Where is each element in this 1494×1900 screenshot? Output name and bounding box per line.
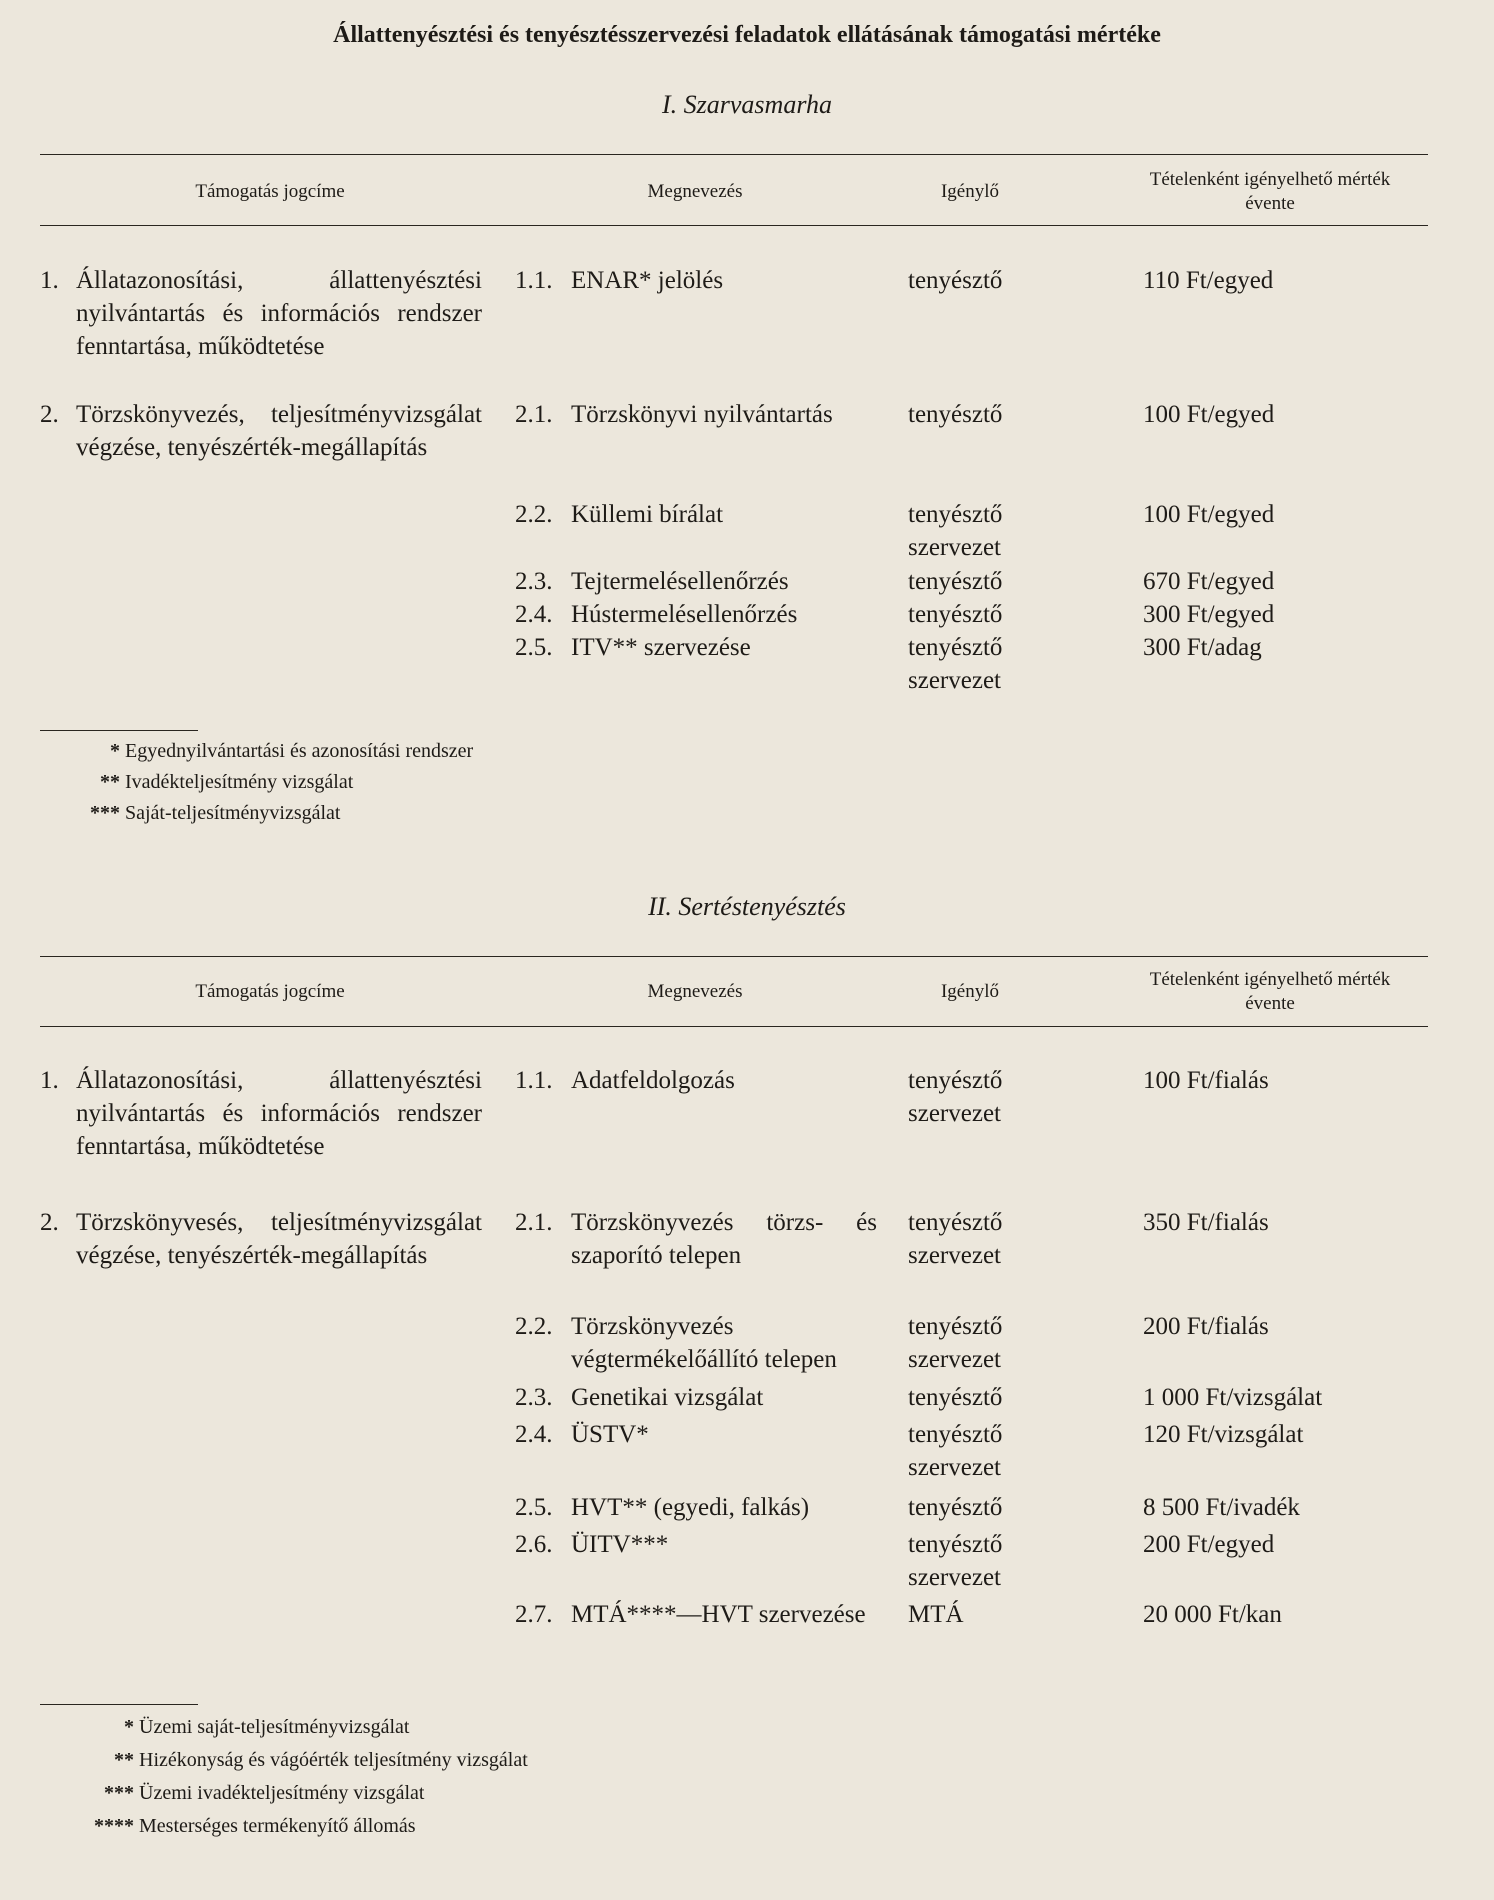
group-title: Törzskönyvesés, teljesítményvizsgálat végzése, tenyészérték-megállapítás (76, 1209, 482, 1269)
header-jogcime: Támogatás jogcíme (195, 181, 345, 202)
item-amount: 100 Ft/egyed (1143, 401, 1275, 428)
item-name: Hústermelésellenőrzés (571, 601, 798, 628)
item-number: 2.1. (515, 1209, 553, 1236)
item-number: 1.1. (515, 267, 553, 294)
footnote: *** Saját-teljesítményvizsgálat (90, 802, 341, 824)
header-megnevezes: Megnevezés (647, 181, 743, 202)
footnote: **** Mesterséges termékenyítő állomás (94, 1815, 416, 1837)
footnote-rule (40, 730, 198, 731)
table-top-rule (40, 956, 1428, 957)
footnote: * Egyednyilvántartási és azonosítási rendszer (110, 740, 474, 762)
item-amount: 8 500 Ft/ivadék (1143, 1494, 1300, 1521)
item-applicant: tenyésztő szervezet (908, 1067, 1003, 1127)
item-amount: 300 Ft/adag (1143, 634, 1262, 661)
item-number: 2.5. (515, 1494, 553, 1521)
item-applicant: tenyésztő szervezet (908, 1531, 1003, 1591)
item-name: Küllemi bírálat (571, 501, 724, 528)
header-jogcime: Támogatás jogcíme (195, 981, 345, 1002)
item-applicant: tenyésztő (908, 401, 1003, 428)
item-applicant: tenyésztő (908, 267, 1003, 294)
item-amount: 200 Ft/egyed (1143, 1531, 1275, 1558)
item-applicant: tenyésztő szervezet (908, 1421, 1003, 1481)
item-amount: 110 Ft/egyed (1143, 267, 1274, 294)
item-amount: 670 Ft/egyed (1143, 568, 1275, 595)
item-amount: 1 000 Ft/vizsgálat (1143, 1384, 1323, 1411)
item-amount: 200 Ft/fialás (1143, 1313, 1269, 1340)
item-applicant: tenyésztő szervezet (908, 501, 1003, 561)
item-name: Törzskönyvi nyilvántartás (571, 401, 833, 428)
header-igenylo: Igénylő (940, 981, 1000, 1002)
item-number: 1.1. (515, 1067, 553, 1094)
section-title: II. Sertéstenyésztés (648, 892, 846, 921)
item-applicant: tenyésztő szervezet (908, 634, 1003, 694)
item-amount: 120 Ft/vizsgálat (1143, 1421, 1304, 1448)
group-title: Állatazonosítási, állattenyésztési nyilvántartás és információs rendszer fenntartása, működtetése (76, 1067, 482, 1160)
item-number: 2.7. (515, 1601, 553, 1628)
item-number: 2.3. (515, 568, 553, 595)
item-name: Genetikai vizsgálat (571, 1384, 764, 1411)
item-name: ENAR* jelölés (571, 267, 724, 294)
item-applicant: tenyésztő szervezet (908, 1313, 1003, 1373)
item-number: 2.2. (515, 501, 553, 528)
footnote: ** Ivadékteljesítmény vizsgálat (100, 771, 354, 793)
header-igenylo: Igénylő (940, 181, 1000, 202)
group-number: 1. (40, 1067, 59, 1094)
group-number: 2. (40, 401, 59, 428)
table-top-rule (40, 154, 1428, 155)
item-name: Tejtermelésellenőrzés (571, 568, 789, 595)
item-amount: 100 Ft/fialás (1143, 1067, 1269, 1094)
document-title: Állattenyésztési és tenyésztésszervezési feladatok ellátásának támogatási mértéke (333, 22, 1161, 48)
item-name: Törzskönyvezés törzs- és szaporító telepen (571, 1209, 877, 1269)
footnote: *** Üzemi ivadékteljesítmény vizsgálat (104, 1782, 425, 1804)
item-number: 2.2. (515, 1313, 553, 1340)
item-number: 2.1. (515, 401, 553, 428)
table-header-rule (40, 225, 1428, 226)
item-number: 2.3. (515, 1384, 553, 1411)
item-number: 2.5. (515, 634, 553, 661)
item-applicant: tenyésztő (908, 1384, 1003, 1411)
footnote-rule (40, 1704, 198, 1705)
item-amount: 300 Ft/egyed (1143, 601, 1275, 628)
item-amount: 350 Ft/fialás (1143, 1209, 1269, 1236)
section-title: I. Szarvasmarha (662, 90, 832, 119)
footnote: ** Hizékonyság és vágóérték teljesítmény vizsgálat (114, 1749, 528, 1771)
item-name: ITV** szervezése (571, 634, 751, 661)
item-name: MTÁ****—HVT szervezése (571, 1601, 866, 1628)
footnote: * Üzemi saját-teljesítményvizsgálat (124, 1716, 410, 1738)
header-megnevezes: Megnevezés (647, 981, 743, 1002)
item-applicant: tenyésztő (908, 1494, 1003, 1521)
header-mertek: Tételenként igényelhető mérték évente (1149, 969, 1391, 1014)
header-mertek: Tételenként igényelhető mérték évente (1149, 169, 1391, 214)
item-name: ÜITV*** (571, 1531, 669, 1558)
group-number: 1. (40, 267, 59, 294)
item-applicant: tenyésztő szervezet (908, 1209, 1003, 1269)
item-number: 2.6. (515, 1531, 553, 1558)
item-applicant: tenyésztő (908, 568, 1003, 595)
item-amount: 20 000 Ft/kan (1143, 1601, 1282, 1628)
item-applicant: MTÁ (908, 1601, 964, 1628)
item-amount: 100 Ft/egyed (1143, 501, 1275, 528)
item-applicant: tenyésztő (908, 601, 1003, 628)
item-number: 2.4. (515, 601, 553, 628)
item-name: Adatfeldolgozás (571, 1067, 735, 1094)
item-name: Törzskönyvezés végtermékelőállító telepen (571, 1313, 837, 1373)
group-title: Törzskönyvezés, teljesítményvizsgálat végzése, tenyészérték-megállapítás (76, 401, 482, 461)
item-number: 2.4. (515, 1421, 553, 1448)
group-number: 2. (40, 1209, 59, 1236)
item-name: ÜSTV* (571, 1421, 649, 1448)
table-header-rule (40, 1026, 1428, 1027)
item-name: HVT** (egyedi, falkás) (571, 1494, 810, 1521)
group-title: Állatazonosítási, állattenyésztési nyilvántartás és információs rendszer fenntartása, működtetése (76, 267, 482, 360)
